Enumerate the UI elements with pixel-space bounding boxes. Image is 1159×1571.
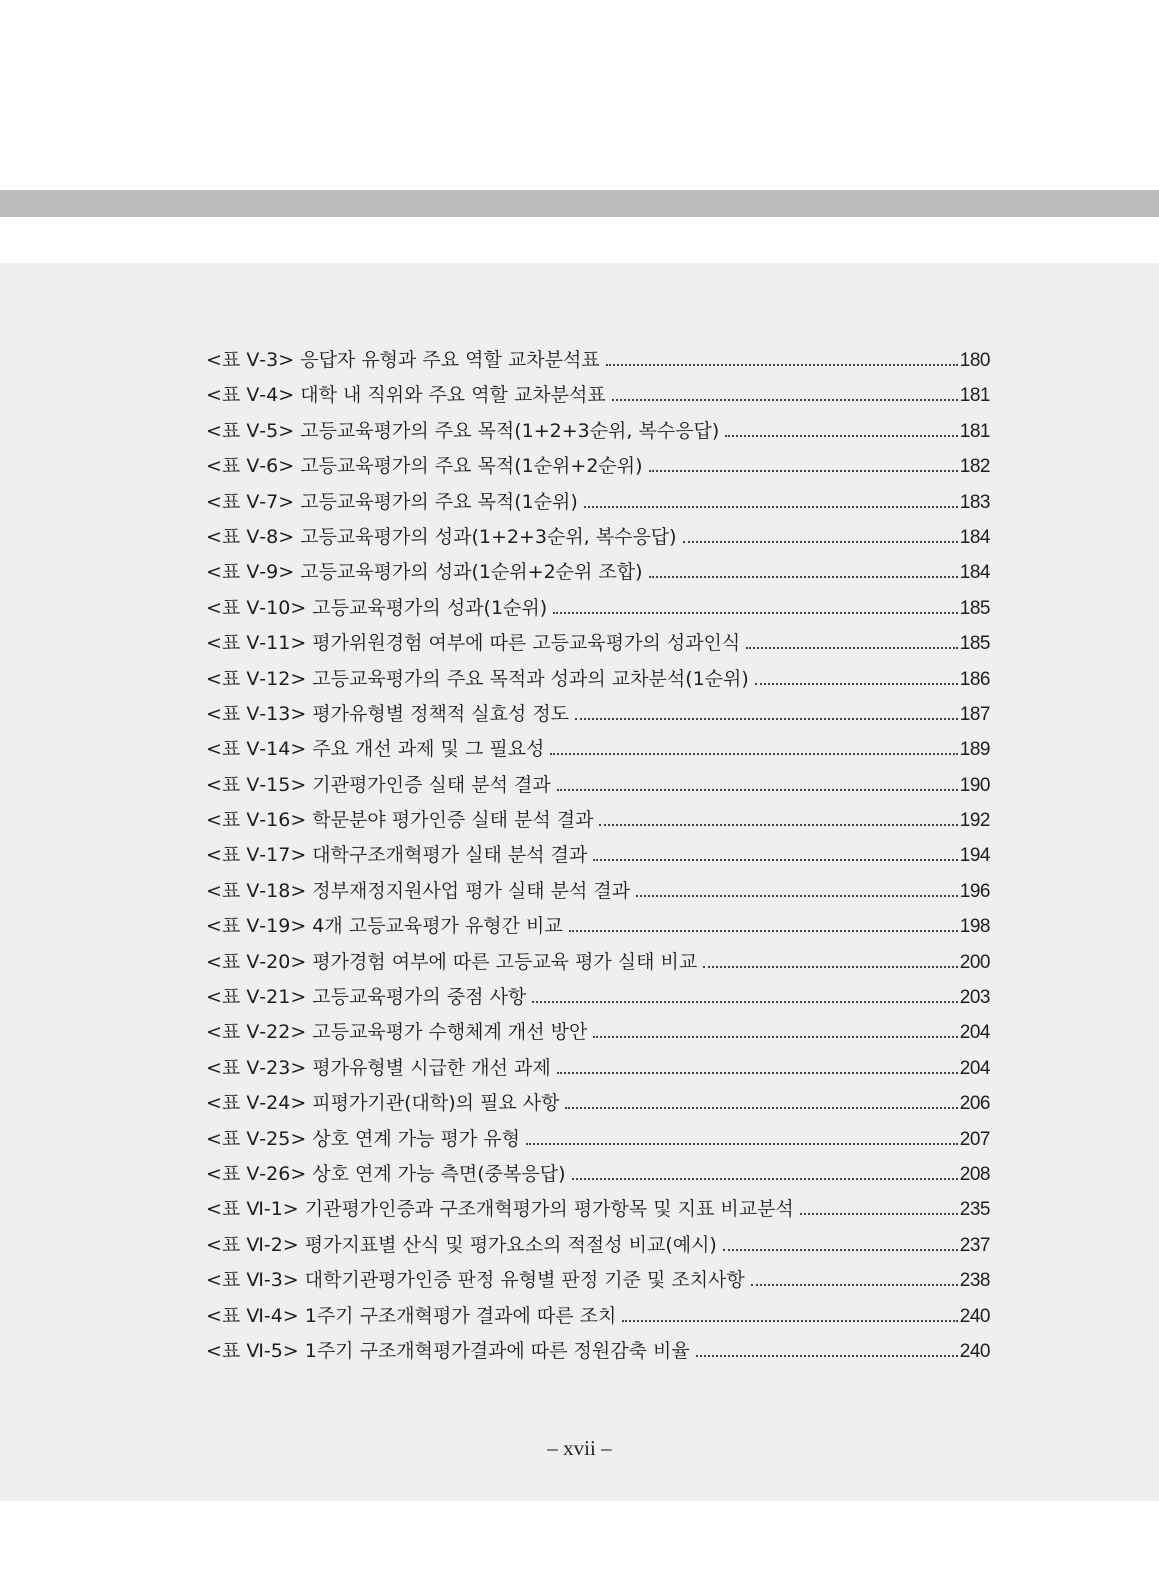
toc-entry-title: <표 Ⅴ-7> 고등교육평가의 주요 목적(1순위) <box>206 490 578 513</box>
toc-entry-title: <표 Ⅴ-8> 고등교육평가의 성과(1+2+3순위, 복수응답) <box>206 525 677 548</box>
toc-entry-page: 207 <box>959 1128 990 1150</box>
dot-leader <box>612 399 958 401</box>
toc-entry-page: 185 <box>959 633 990 655</box>
dot-leader <box>599 824 957 826</box>
toc-entry-title: <표 Ⅴ-9> 고등교육평가의 성과(1순위+2순위 조합) <box>206 561 643 584</box>
toc-entry-page: 185 <box>959 597 990 619</box>
toc-entry[interactable] <box>206 1124 990 1159</box>
toc-entry-title: <표 Ⅴ-13> 평가유형별 정책적 실효성 정도 <box>206 702 570 725</box>
dot-leader <box>593 1036 957 1038</box>
toc-entry-title: <표 Ⅴ-19> 4개 고등교육평가 유형간 비교 <box>206 915 563 938</box>
toc-entry-title: <표 Ⅴ-26> 상호 연계 가능 측면(중복응답) <box>206 1162 566 1185</box>
toc-entry-title: <표 Ⅴ-15> 기관평가인증 실태 분석 결과 <box>206 773 551 796</box>
toc-entry-page: 194 <box>959 845 990 867</box>
toc-entry-title: <표 Ⅴ-4> 대학 내 직위와 주요 역할 교차분석표 <box>206 384 606 407</box>
toc-entry[interactable] <box>206 1159 990 1194</box>
toc-entry-page: 190 <box>959 774 990 796</box>
dot-leader <box>649 576 958 578</box>
page-number: – xvii – <box>547 1436 612 1460</box>
toc-entry-title: <표 Ⅴ-18> 정부재정지원사업 평가 실태 분석 결과 <box>206 879 631 902</box>
toc-entry-title: <표 Ⅴ-3> 응답자 유형과 주요 역할 교차분석표 <box>206 349 600 371</box>
dot-leader <box>557 789 958 791</box>
toc-entry-title: <표 Ⅵ-4> 1주기 구조개혁평가 결과에 따른 조치 <box>206 1304 617 1327</box>
toc-entry-title: <표 Ⅴ-11> 평가위원경험 여부에 따른 고등교육평가의 성과인식 <box>206 632 741 655</box>
dot-leader <box>565 1107 957 1109</box>
toc-entry[interactable] <box>206 1088 990 1123</box>
dot-leader <box>553 612 958 614</box>
table-of-contents <box>206 345 990 1371</box>
toc-entry[interactable] <box>206 734 990 769</box>
toc-entry-page: 204 <box>959 1057 990 1079</box>
toc-entry-title: <표 Ⅴ-6> 고등교육평가의 주요 목적(1순위+2순위) <box>206 455 643 478</box>
toc-entry[interactable] <box>206 1194 990 1229</box>
toc-entry-title: <표 Ⅴ-5> 고등교육평가의 주요 목적(1+2+3순위, 복수응답) <box>206 419 720 442</box>
dot-leader <box>751 1284 958 1286</box>
toc-entry[interactable] <box>206 522 990 557</box>
dot-leader <box>526 1143 958 1145</box>
toc-entry-page: 206 <box>959 1093 990 1115</box>
header-band <box>0 190 1159 217</box>
dot-leader <box>550 753 957 755</box>
toc-entry[interactable] <box>206 840 990 875</box>
toc-entry-title: <표 Ⅴ-14> 주요 개선 과제 및 그 필요성 <box>206 738 545 761</box>
toc-entry-page: 192 <box>959 810 990 832</box>
toc-entry-page: 208 <box>959 1163 990 1185</box>
toc-entry-title: <표 Ⅵ-2> 평가지표별 산식 및 평가요소의 적절성 비교(예시) <box>206 1233 717 1256</box>
toc-entry[interactable] <box>206 770 990 805</box>
toc-entry[interactable] <box>206 805 990 840</box>
dot-leader <box>800 1213 958 1215</box>
toc-entry[interactable] <box>206 628 990 663</box>
toc-entry[interactable] <box>206 699 990 734</box>
toc-entry[interactable] <box>206 416 990 451</box>
dot-leader <box>622 1320 957 1322</box>
dot-leader <box>725 435 957 437</box>
dot-leader <box>575 718 958 720</box>
toc-entry-page: 196 <box>959 880 990 902</box>
toc-entry-title: <표 Ⅵ-5> 1주기 구조개혁평가결과에 따른 정원감축 비율 <box>206 1339 690 1362</box>
toc-entry-page: 184 <box>959 562 990 584</box>
toc-entry-page: 238 <box>959 1270 990 1292</box>
toc-entry-title: <표 Ⅴ-21> 고등교육평가의 중점 사항 <box>206 986 527 1009</box>
toc-entry-title: <표 Ⅴ-24> 피평가기관(대학)의 필요 사항 <box>206 1092 560 1115</box>
toc-entry[interactable] <box>206 1265 990 1300</box>
dot-leader <box>703 966 958 968</box>
toc-entry-page: 181 <box>959 385 990 407</box>
toc-entry[interactable] <box>206 345 990 380</box>
toc-entry-page: 187 <box>959 703 990 725</box>
toc-entry[interactable] <box>206 451 990 486</box>
toc-entry-page: 204 <box>959 1022 990 1044</box>
toc-entry[interactable] <box>206 982 990 1017</box>
toc-entry[interactable] <box>206 664 990 699</box>
dot-leader <box>593 859 957 861</box>
toc-entry[interactable] <box>206 1017 990 1052</box>
toc-entry-page: 189 <box>959 739 990 761</box>
toc-entry-page: 183 <box>959 491 990 513</box>
dot-leader <box>696 1355 958 1357</box>
dot-leader <box>755 683 958 685</box>
toc-entry-page: 180 <box>959 350 990 371</box>
toc-entry-page: 181 <box>959 420 990 442</box>
toc-entry-title: <표 Ⅴ-23> 평가유형별 시급한 개선 과제 <box>206 1056 551 1079</box>
dot-leader <box>572 1178 958 1180</box>
toc-entry-page: 184 <box>959 526 990 548</box>
dot-leader <box>683 541 958 543</box>
toc-entry-page: 200 <box>959 951 990 973</box>
toc-entry[interactable] <box>206 1301 990 1336</box>
dot-leader <box>723 1249 958 1251</box>
toc-entry-page: 198 <box>959 916 990 938</box>
toc-entry[interactable] <box>206 1053 990 1088</box>
toc-entry-title: <표 Ⅵ-3> 대학기관평가인증 판정 유형별 판정 기준 및 조치사항 <box>206 1269 745 1292</box>
toc-entry-page: 182 <box>959 456 990 478</box>
toc-entry[interactable] <box>206 947 990 982</box>
dot-leader <box>532 1001 958 1003</box>
toc-entry-title: <표 Ⅴ-10> 고등교육평가의 성과(1순위) <box>206 596 548 619</box>
toc-entry-page: 240 <box>959 1340 990 1362</box>
dot-leader <box>569 930 958 932</box>
toc-entry[interactable] <box>206 876 990 911</box>
toc-entry-title: <표 Ⅴ-16> 학문분야 평가인증 실태 분석 결과 <box>206 809 594 832</box>
dot-leader <box>584 506 958 508</box>
toc-entry-page: 203 <box>959 987 990 1009</box>
dot-leader <box>606 364 958 366</box>
toc-entry-title: <표 Ⅴ-22> 고등교육평가 수행체계 개선 방안 <box>206 1021 588 1044</box>
dot-leader <box>649 470 958 472</box>
toc-entry-page: 240 <box>959 1305 990 1327</box>
toc-entry-title: <표 Ⅴ-17> 대학구조개혁평가 실태 분석 결과 <box>206 844 588 867</box>
toc-entry-page: 186 <box>959 668 990 690</box>
toc-entry[interactable] <box>206 593 990 628</box>
dot-leader <box>557 1072 958 1074</box>
dot-leader <box>746 647 958 649</box>
toc-entry[interactable] <box>206 1336 990 1371</box>
toc-entry-page: 237 <box>959 1234 990 1256</box>
toc-entry[interactable] <box>206 911 990 946</box>
toc-entry[interactable] <box>206 380 990 415</box>
toc-entry-title: <표 Ⅴ-25> 상호 연계 가능 평가 유형 <box>206 1127 521 1150</box>
dot-leader <box>636 895 958 897</box>
toc-entry-page: 235 <box>959 1199 990 1221</box>
toc-entry-title: <표 Ⅴ-20> 평가경험 여부에 따른 고등교육 평가 실태 비교 <box>206 950 698 973</box>
toc-entry[interactable] <box>206 557 990 592</box>
toc-entry[interactable] <box>206 487 990 522</box>
toc-entry-title: <표 Ⅴ-12> 고등교육평가의 주요 목적과 성과의 교차분석(1순위) <box>206 667 749 690</box>
toc-entry[interactable] <box>206 1230 990 1265</box>
toc-entry-title: <표 Ⅵ-1> 기관평가인증과 구조개혁평가의 평가항목 및 지표 비교분석 <box>206 1198 794 1221</box>
